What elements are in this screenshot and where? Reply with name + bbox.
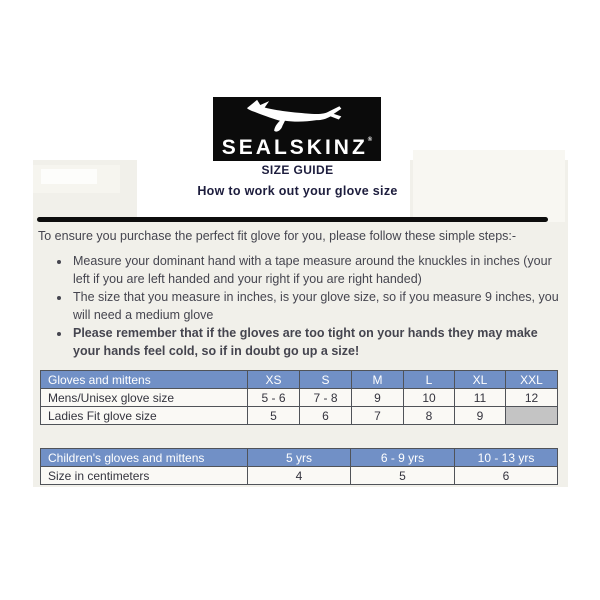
steps-list (38, 252, 562, 360)
header-cell: S (300, 371, 352, 389)
registered-mark: ® (367, 137, 373, 143)
value-cell: 6 (455, 467, 558, 485)
value-cell: 5 (351, 467, 455, 485)
table-header-row (41, 449, 558, 467)
header-cell: 6 - 9 yrs (351, 449, 455, 467)
table-header-row (41, 371, 558, 389)
table-row (41, 389, 558, 407)
step-item: • Please remember that if the gloves are too tight on your hands they may make your hands feel cold, so if in doubt go up a size! (71, 324, 562, 360)
value-cell: 9 (352, 389, 404, 407)
row-label: Size in centimeters (41, 467, 248, 485)
header-cell: XL (455, 371, 506, 389)
divider-rule (37, 217, 548, 222)
header-cell: XXL (506, 371, 558, 389)
row-label: Mens/Unisex glove size (41, 389, 248, 407)
table-row (41, 407, 558, 425)
value-cell: 11 (455, 389, 506, 407)
value-cell: 5 - 6 (248, 389, 300, 407)
value-cell: 5 (248, 407, 300, 425)
page-subtitle: How to work out your glove size (197, 184, 398, 198)
value-cell: 8 (404, 407, 455, 425)
table-row (41, 467, 558, 485)
header-cell: XS (248, 371, 300, 389)
intro-text: To ensure you purchase the perfect fit glove for you, please follow these simple steps:- (38, 229, 517, 243)
brand-wordmark: SEALSKINZ® (221, 136, 373, 159)
value-cell: 6 (300, 407, 352, 425)
instructions (38, 227, 562, 360)
header-cell: L (404, 371, 455, 389)
children-size-table (40, 448, 558, 485)
header-cell: 10 - 13 yrs (455, 449, 558, 467)
value-cell: 7 (352, 407, 404, 425)
sealskinz-logo (213, 97, 381, 161)
step-item: • Measure your dominant hand with a tape measure around the knuckles in inches (your left if you are left handed and your right if you are right handed) (71, 252, 562, 288)
adult-size-table (40, 370, 558, 425)
value-cell: 10 (404, 389, 455, 407)
seal-silhouette-icon (227, 98, 367, 136)
header-cell: Children's gloves and mittens (41, 449, 248, 467)
header-cell: Gloves and mittens (41, 371, 248, 389)
header-cell: 5 yrs (248, 449, 351, 467)
row-label: Ladies Fit glove size (41, 407, 248, 425)
value-cell (506, 407, 558, 425)
value-cell: 9 (455, 407, 506, 425)
value-cell: 4 (248, 467, 351, 485)
step-item: • The size that you measure in inches, is your glove size, so if you measure 9 inches, you will need a medium glove (71, 288, 562, 324)
header-cell: M (352, 371, 404, 389)
page-title: SIZE GUIDE (261, 163, 334, 177)
value-cell: 7 - 8 (300, 389, 352, 407)
value-cell: 12 (506, 389, 558, 407)
